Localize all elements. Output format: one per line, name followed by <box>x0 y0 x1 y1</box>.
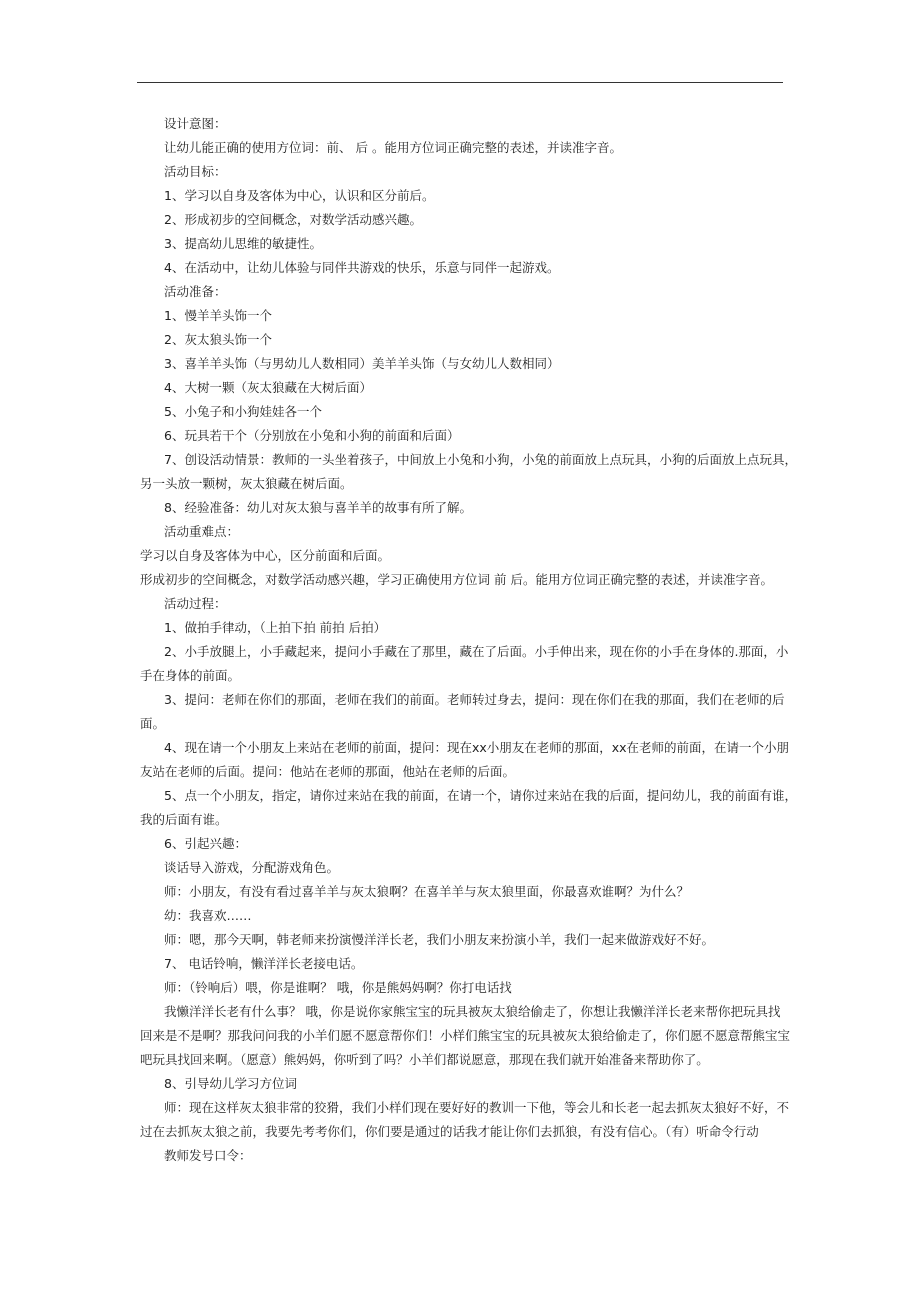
list-item-continuation: 面。 <box>140 716 166 731</box>
dialogue-line: 师：现在这样灰太狼非常的狡猾，我们小样们现在要好好的教训一下他，等会儿和长老一起去抓灰太狼好不好，不 <box>164 1100 790 1115</box>
section-heading: 设计意图： <box>164 116 227 131</box>
dialogue-continuation: 吧玩具找回来啊。（愿意）熊妈妈，你听到了吗？小羊们都说愿意，那现在我们就开始准备来帮助你了。 <box>140 1052 709 1067</box>
document-body <box>140 112 797 1168</box>
list-item: 6、引起兴趣： <box>164 836 247 851</box>
dialogue-line: 我懒洋洋长老有什么事？ 哦，你是说你家熊宝宝的玩具被灰太狼给偷走了，你想让我懒洋洋长老来帮你把玩具找 <box>164 1004 781 1019</box>
list-item: 6、玩具若干个（分别放在小兔和小狗的前面和后面） <box>164 428 460 443</box>
list-item: 1、做拍手律动，（上拍下拍 前拍 后拍） <box>164 620 387 635</box>
dialogue-line: 幼：我喜欢…… <box>164 908 252 923</box>
list-item: 4、现在请一个小朋友上来站在老师的前面，提问：现在xx小朋友在老师的那面，xx在老师的前面，在请一个小朋 <box>164 740 790 755</box>
list-item-continuation: 我的后面有谁。 <box>140 812 228 827</box>
paragraph-line: 谈话导入游戏，分配游戏角色。 <box>164 860 340 875</box>
list-item: 2、小手放腿上，小手藏起来，提问小手藏在了那里，藏在了后面。小手伸出来，现在你的小手在身体的.那面，小 <box>164 644 789 659</box>
list-item: 3、喜羊羊头饰（与男幼儿人数相同）美羊羊头饰（与女幼儿人数相同） <box>164 356 560 371</box>
dialogue-line: 师：小朋友，有没有看过喜羊羊与灰太狼啊？在喜羊羊与灰太狼里面，你最喜欢谁啊？为什么？ <box>164 884 690 899</box>
list-item-continuation: 手在身体的前面。 <box>140 668 241 683</box>
list-item: 7、创设活动情景：教师的一头坐着孩子，中间放上小兔和小狗，小兔的前面放上点玩具，小狗的后面放上点玩具， <box>164 452 797 467</box>
section-heading: 活动目标： <box>164 164 227 179</box>
section-heading: 活动重难点： <box>164 524 240 539</box>
list-item: 7、 电话铃响，懒洋洋长老接电话。 <box>164 956 364 971</box>
section-heading: 活动过程： <box>164 596 227 611</box>
paragraph-line: 让幼儿能正确的使用方位词：前、 后 。能用方位词正确完整的表述，并读准字音。 <box>164 140 622 155</box>
list-item: 4、大树一颗（灰太狼藏在大树后面） <box>164 380 372 395</box>
list-item: 1、学习以自身及客体为中心，认识和区分前后。 <box>164 188 435 203</box>
list-item: 3、提问：老师在你们的那面，老师在我们的前面。老师转过身去，提问：现在你们在我的那面，我们在老师的后 <box>164 692 785 707</box>
list-item-continuation: 友站在老师的后面。提问：他站在老师的那面，他站在老师的后面。 <box>140 764 516 779</box>
paragraph-line: 形成初步的空间概念，对数学活动感兴趣，学习正确使用方位词 前 后。能用方位词正确完整的表述，并读准字音。 <box>140 572 773 587</box>
list-item: 1、慢羊羊头饰一个 <box>164 308 272 323</box>
dialogue-continuation: 回来是不是啊？那我问问我的小羊们愿不愿意帮你们！小样们熊宝宝的玩具被灰太狼给偷走了，你们愿不愿意帮熊宝宝 <box>140 1028 791 1043</box>
dialogue-line: 师：（铃响后）喂，你是谁啊？ 哦，你是熊妈妈啊？你打电话找 <box>164 980 512 995</box>
list-item: 8、引导幼儿学习方位词 <box>164 1076 297 1091</box>
list-item: 8、经验准备：幼儿对灰太狼与喜羊羊的故事有所了解。 <box>164 500 472 515</box>
dialogue-line: 师：嗯，那今天啊，韩老师来扮演慢洋洋长老，我们小朋友来扮演小羊，我们一起来做游戏好不好。 <box>164 932 715 947</box>
list-item: 5、小兔子和小狗娃娃各一个 <box>164 404 322 419</box>
list-item: 3、提高幼儿思维的敏捷性。 <box>164 236 322 251</box>
list-item: 2、灰太狼头饰一个 <box>164 332 272 347</box>
section-heading: 活动准备： <box>164 284 227 299</box>
header-rule <box>137 82 783 83</box>
paragraph-line: 教师发号口令： <box>164 1148 252 1163</box>
list-item: 5、点一个小朋友，指定，请你过来站在我的前面，在请一个，请你过来站在我的后面，提问幼儿，我的前面有谁， <box>164 788 797 803</box>
list-item-continuation: 另一头放一颗树，灰太狼藏在树后面。 <box>140 476 353 491</box>
list-item: 4、在活动中，让幼儿体验与同伴共游戏的快乐，乐意与同伴一起游戏。 <box>164 260 560 275</box>
dialogue-continuation: 过在去抓灰太狼之前，我要先考考你们，你们要是通过的话我才能让你们去抓狼，有没有信心。（有）听命令行动 <box>140 1124 759 1139</box>
paragraph-line: 学习以自身及客体为中心，区分前面和后面。 <box>140 548 391 563</box>
list-item: 2、形成初步的空间概念，对数学活动感兴趣。 <box>164 212 422 227</box>
